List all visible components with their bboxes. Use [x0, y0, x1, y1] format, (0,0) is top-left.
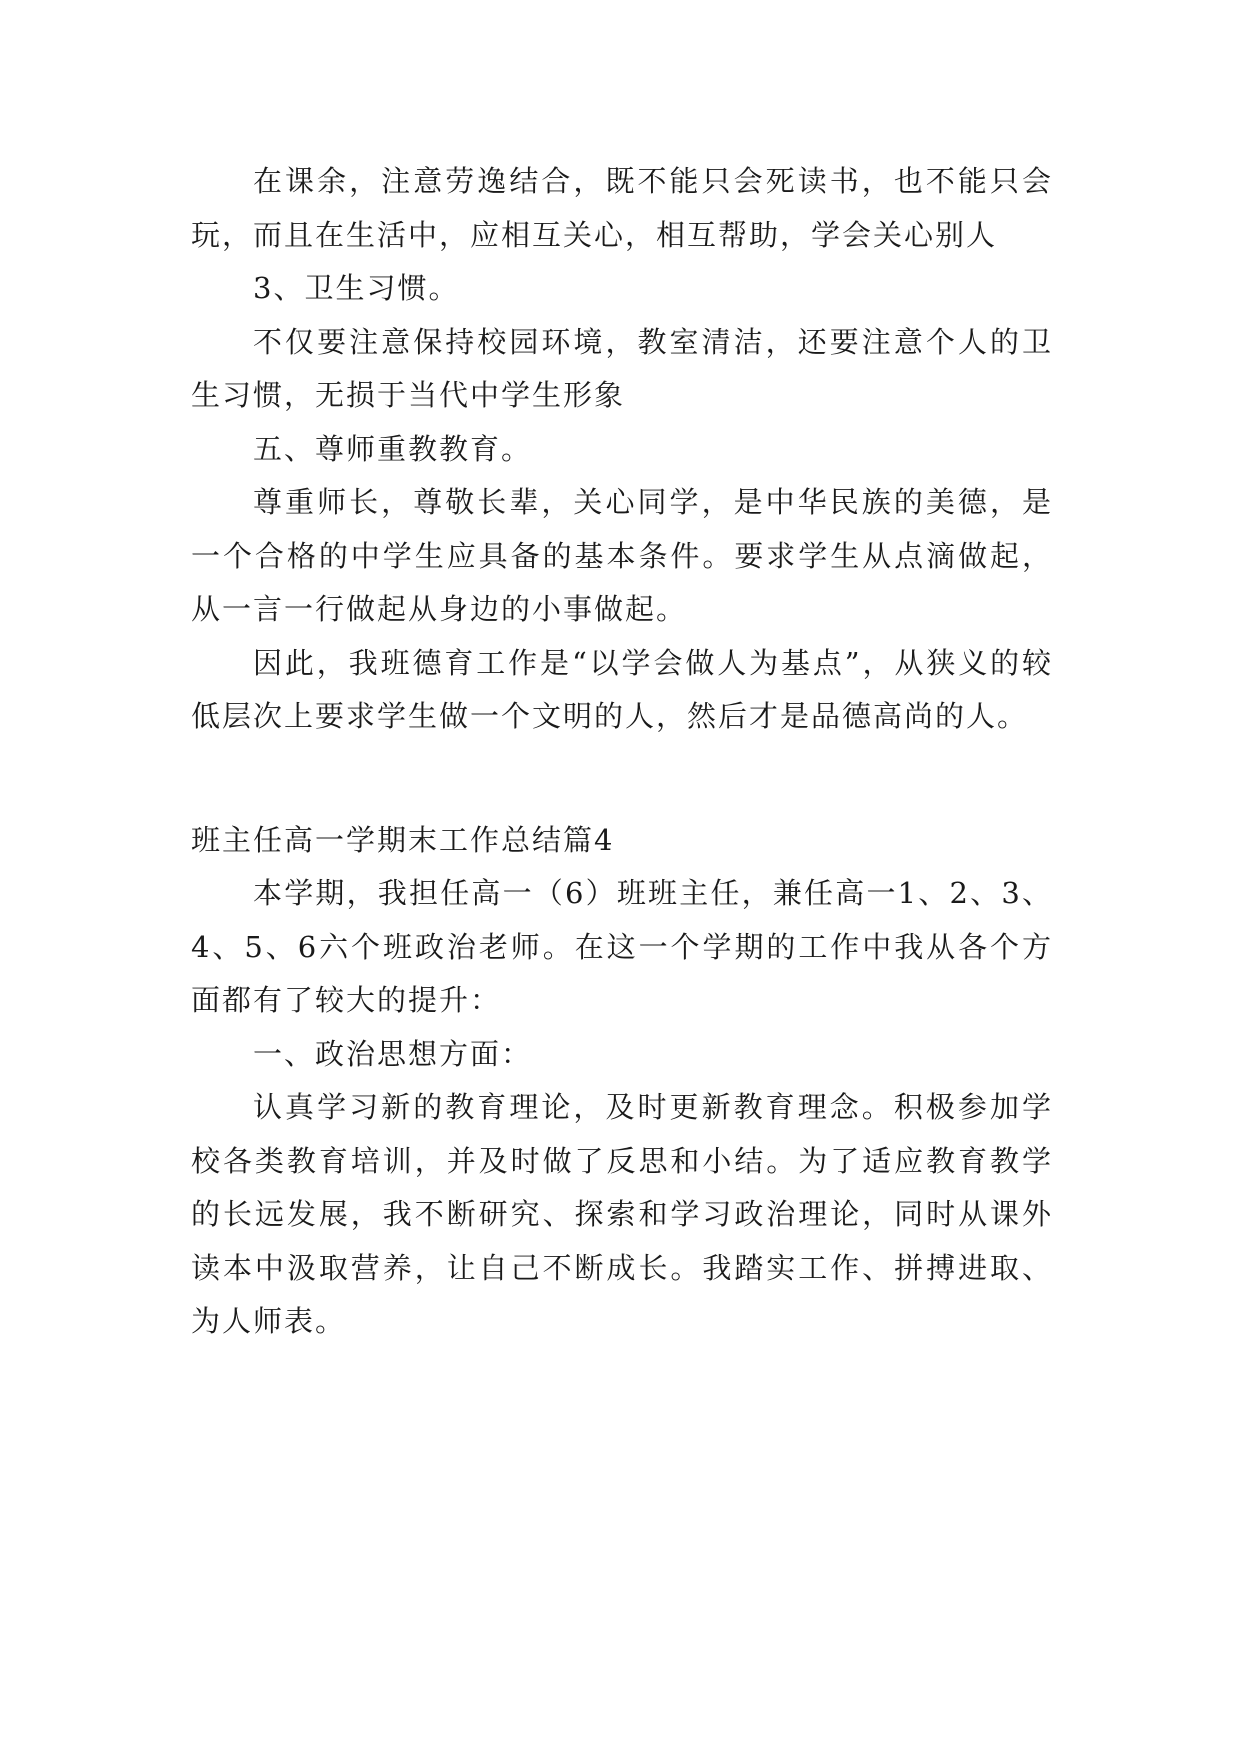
paragraph: 认真学习新的教育理论，及时更新教育理念。积极参加学校各类教育培训，并及时做了反思和小结。为了适应教育教学的长远发展，我不断研究、探索和学习政治理论，同时从课外读本中汲取营养，让自己不断成长。我踏实工作、拼搏进取、为人师表。	[191, 1090, 1053, 1338]
paragraph: 因此，我班德育工作是“以学会做人为基点”，从狭义的较低层次上要求学生做一个文明的人，然后才是品德高尚的人。	[191, 645, 1053, 733]
paragraph: 尊重师长，尊敬长辈，关心同学，是中华民族的美德，是一个合格的中学生应具备的基本条件。要求学生从点滴做起，从一言一行做起从身边的小事做起。	[191, 485, 1053, 626]
paragraph: 本学期，我担任高一（6）班班主任，兼任高一1、2、3、4、5、6六个班政治老师。在这一个学期的工作中我从各个方面都有了较大的提升：	[191, 876, 1053, 1017]
paragraph: 在课余，注意劳逸结合，既不能只会死读书，也不能只会玩，而且在生活中，应相互关心，相互帮助，学会关心别人	[191, 164, 1053, 252]
section-heading: 一、政治思想方面：	[253, 1036, 533, 1071]
section-heading: 五、尊师重教教育。	[253, 431, 533, 466]
article-title: 班主任高一学期末工作总结篇4	[191, 822, 615, 857]
list-heading: 3、卫生习惯。	[253, 271, 460, 305]
paragraph: 不仅要注意保持校园环境，教室清洁，还要注意个人的卫生习惯，无损于当代中学生形象	[191, 324, 1053, 412]
document-body	[191, 155, 1053, 1349]
section-spacer	[191, 744, 1053, 814]
